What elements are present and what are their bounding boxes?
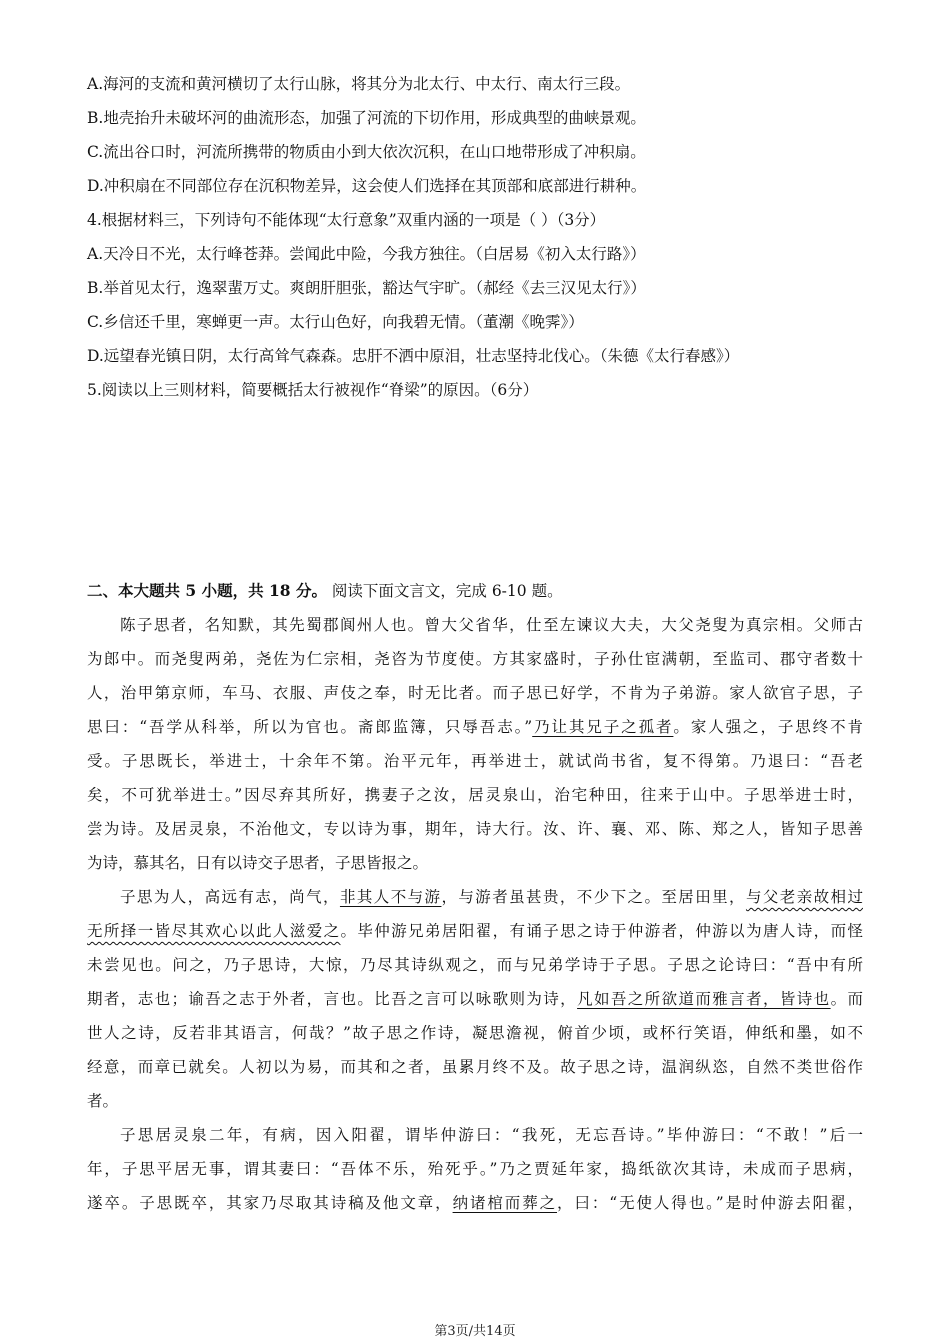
- passage-line: 者。: [87, 1092, 119, 1110]
- q4-stem: 4.根据材料三，下列诗句不能体现“太行意象”双重内涵的一项是（ ）（3分）: [87, 211, 606, 229]
- underlined-sentence: 乃让其兄子之孤者: [532, 718, 674, 736]
- passage-line: [87, 988, 863, 1010]
- q4-option-a: A.天冷日不光，太行峰苍莽。尝闻此中险，今我方独往。（白居易《初入太行路》）: [87, 245, 646, 263]
- passage-text: 。毕仲游兄弟居阳翟，有诵子思之诗于仲游者，仲游以为唐人诗，而怪: [340, 922, 863, 940]
- section-heading: [87, 580, 563, 602]
- passage-text: 。而: [830, 990, 863, 1008]
- passage-text: 子思为人，高远有志，尚气，: [120, 888, 340, 906]
- passage-line: [87, 716, 863, 738]
- q3-option-a: A.海河的支流和黄河横切了太行山脉，将其分为北太行、中太行、南太行三段。: [87, 75, 631, 93]
- passage-line: 世人之诗，反若非其语言，何哉？”故子思之作诗，凝思澹视，俯首少顷，或杯行笑语，伸纸和墨，如不: [87, 1024, 863, 1042]
- passage-line: 人，治甲第京师，车马、衣服、声伎之奉，时无比者。而子思已好学，不肯为子弟游。家人欲官子思，子: [87, 684, 863, 702]
- section-heading-bold: 二、本大题共 5 小题，共 18 分。: [87, 581, 327, 600]
- passage-text: 遂卒。子思既卒，其家乃尽取其诗稿及他文章，: [87, 1194, 453, 1212]
- q3-option-b: B.地壳抬升未破坏河的曲流形态，加强了河流的下切作用，形成典型的曲峡景观。: [87, 109, 646, 127]
- wavy-underlined-sentence: 无所择一皆尽其欢心以此人滋爱之: [87, 922, 341, 940]
- passage-line: 为郎中。而尧叟两弟，尧佐为仁宗相，尧咨为节度使。方其家盛时，子孙仕宦满朝，至监司、郡守者数十: [87, 650, 863, 668]
- wavy-underlined-sentence: 与父老亲故相过: [745, 888, 863, 906]
- passage-line: 未尝见也。问之，乃子思诗，大惊，乃尽其诗纵观之，而与兄弟学诗于子思。子思之论诗曰：“吾中有所: [87, 956, 863, 974]
- underlined-sentence: 非其人不与游: [339, 888, 442, 906]
- passage-line: [87, 920, 863, 942]
- q4-option-b: B.举首见太行，逸翠蜚万丈。爽朗肝胆张，豁达气宇旷。（郝经《去三汉见太行》）: [87, 279, 646, 297]
- passage-line: [120, 886, 863, 908]
- q4-option-d: D.远望春光镇日阴，太行高耸气森森。忠肝不洒中原泪，壮志坚持北伐心。（朱德《太行春感》）: [87, 347, 740, 365]
- q4-option-c: C.乡信还千里，寒蝉更一声。太行山色好，向我碧无情。（董潮《晚霁》）: [87, 313, 584, 331]
- passage-line: 年，子思平居无事，谓其妻曰：“吾体不乐，殆死乎。”乃之贾延年家，捣纸欲次其诗，未成而子思病，: [87, 1160, 863, 1178]
- q5-stem: 5.阅读以上三则材料，简要概括太行被视作“脊梁”的原因。（6分）: [87, 381, 539, 399]
- passage-text: 。家人强之，子思终不肯: [673, 718, 863, 736]
- page-number: 第3页/共14页: [434, 1324, 516, 1339]
- passage-line: 子思居灵泉二年，有病，因入阳翟，谓毕仲游曰：“我死，无忘吾诗。”毕仲游曰：“不敢！”后一: [120, 1126, 863, 1144]
- passage-text: ，曰：“无使人得也。”是时仲游去阳翟，: [557, 1194, 863, 1212]
- underlined-sentence: 纳诸棺而葬之: [452, 1194, 558, 1212]
- passage-line: 尝为诗。及居灵泉，不治他文，专以诗为事，期年，诗大行。汝、许、襄、邓、陈、郑之人，皆知子思善: [87, 820, 863, 838]
- q3-option-c: C.流出谷口时，河流所携带的物质由小到大依次沉积，在山口地带形成了冲积扇。: [87, 143, 646, 161]
- passage-line: 为诗，慕其名，日有以诗交子思者，子思皆报之。: [87, 854, 429, 872]
- underlined-sentence: 凡如吾之所欲道而雅言者，皆诗也: [577, 990, 831, 1008]
- passage-line: 矣，不可犹举进士。”因尽弃其所好，携妻子之汝，居灵泉山，治宅种田，往来于山中。子思举进士时，: [87, 786, 863, 804]
- q3-option-d: D.冲积扇在不同部位存在沉积物差异，这会使人们选择在其顶部和底部进行耕种。: [87, 177, 647, 195]
- passage-line: [87, 1192, 863, 1214]
- section-heading-rest: 阅读下面文言文，完成 6-10 题。: [331, 582, 563, 600]
- passage-text: 期者，志也；谕吾之志于外者，言也。比吾之言可以咏歌则为诗，: [87, 990, 578, 1008]
- passage-text: ，与游者虽甚贵，不少下之。至居田里，: [441, 888, 746, 906]
- passage-text: 思曰：“吾学从科举，所以为官也。斋郎监簿，只辱吾志。”: [87, 718, 533, 736]
- passage-line: 受。子思既长，举进士，十余年不第。治平元年，再举进士，就试尚书省，复不得第。乃退曰：“吾老: [87, 752, 863, 770]
- passage-line: 经意，而章已就矣。人初以为易，而其和之者，虽累月终不及。故子思之诗，温润纵恣，自然不类世俗作: [87, 1058, 863, 1076]
- passage-line: 陈子思者，名知默，其先蜀郡阆州人也。曾大父省华，仕至左谏议大夫，大父尧叟为真宗相。父师古: [120, 616, 863, 634]
